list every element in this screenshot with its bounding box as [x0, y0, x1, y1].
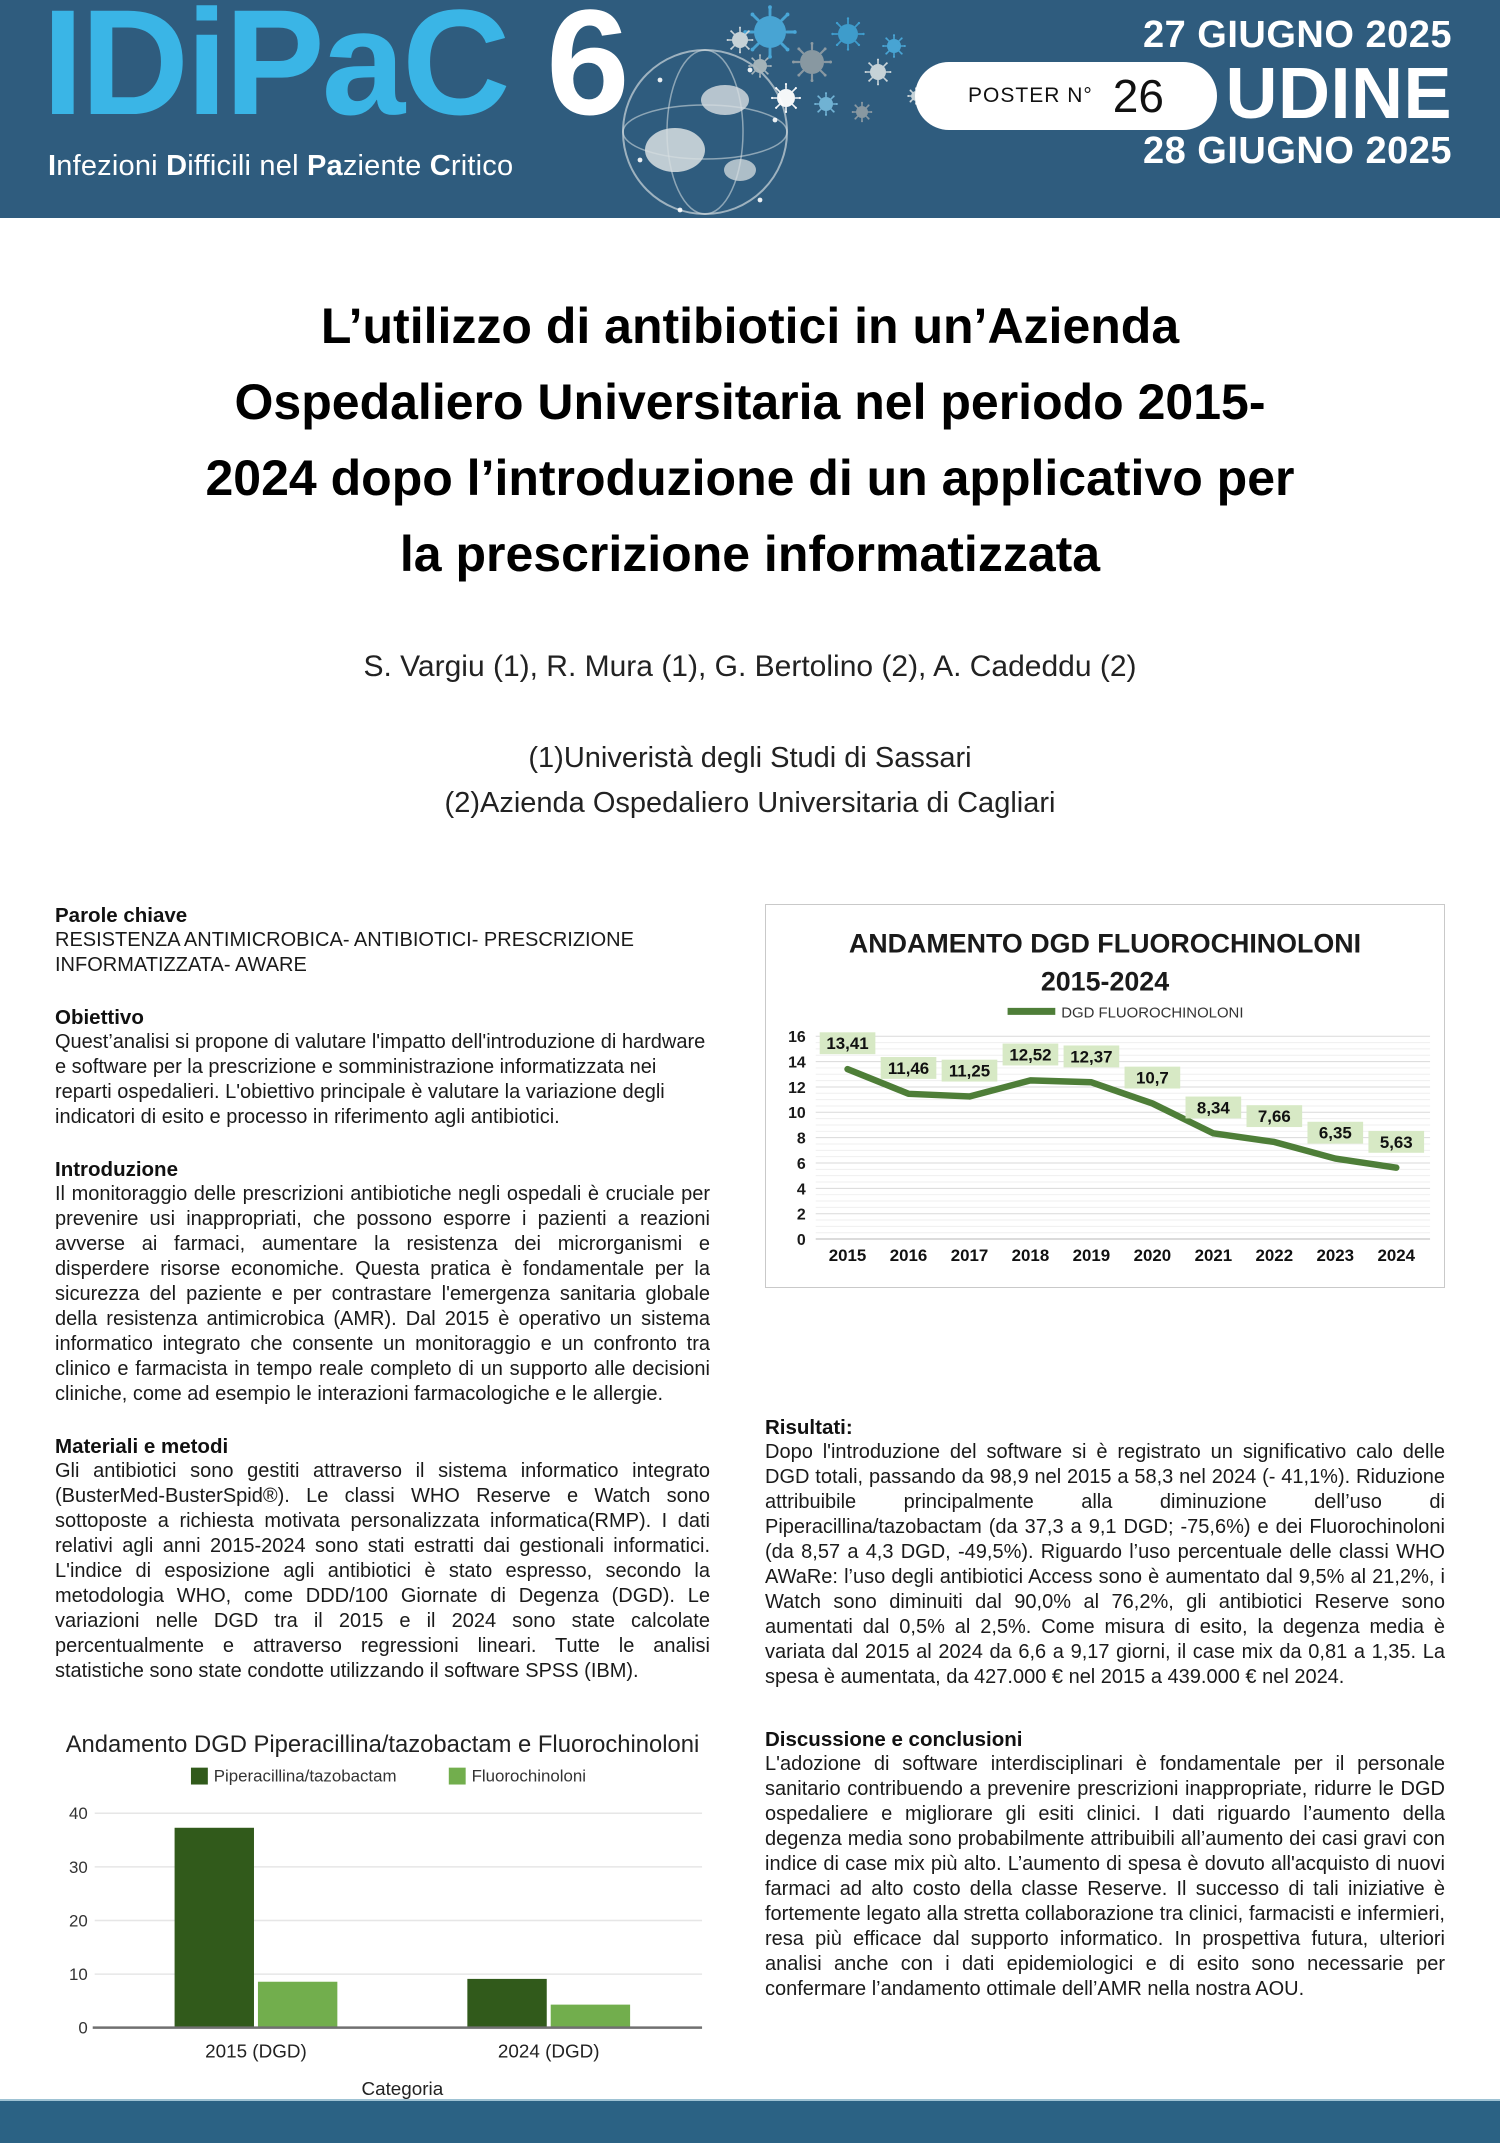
svg-text:2024: 2024 [1377, 1245, 1416, 1265]
svg-text:2019: 2019 [1072, 1245, 1111, 1265]
introduzione-heading: Introduzione [55, 1158, 178, 1181]
svg-text:40: 40 [68, 1804, 88, 1824]
svg-text:Piperacillina/tazobactam: Piperacillina/tazobactam [213, 1766, 397, 1786]
svg-text:Categoria: Categoria [361, 2078, 444, 2100]
logo-number: 6 [546, 0, 627, 146]
svg-text:16: 16 [788, 1029, 806, 1047]
footer-bar [0, 2099, 1500, 2143]
svg-text:DGD FLUOROCHINOLONI: DGD FLUOROCHINOLONI [1061, 1005, 1244, 1022]
svg-text:8: 8 [796, 1130, 806, 1148]
svg-text:12,37: 12,37 [1070, 1047, 1113, 1067]
svg-text:10,7: 10,7 [1135, 1068, 1169, 1088]
pip-fluo-bar-chart-svg [55, 1722, 710, 2117]
svg-text:12: 12 [788, 1079, 806, 1097]
svg-text:7,66: 7,66 [1257, 1107, 1291, 1127]
svg-text:10: 10 [68, 1965, 88, 1985]
left-column [55, 904, 710, 2117]
materiali-heading: Materiali e metodi [55, 1435, 229, 1458]
right-column [765, 904, 1445, 2117]
poster-number-value: 26 [1112, 70, 1164, 122]
body-columns [55, 904, 1445, 2117]
svg-text:0: 0 [796, 1232, 806, 1250]
svg-text:8,34: 8,34 [1196, 1098, 1230, 1118]
parole-chiave-body: RESISTENZA ANTIMICROBICA- ANTIBIOTICI- PRESCRIZIONE INFORMATIZZATA- AWARE [55, 929, 634, 976]
fluoroquinolone-trend-chart [765, 904, 1445, 1288]
section-risultati [765, 1416, 1445, 1690]
poster-header [0, 0, 1500, 218]
section-discussione [765, 1728, 1445, 2002]
svg-text:4: 4 [796, 1181, 806, 1199]
svg-text:5,63: 5,63 [1379, 1132, 1413, 1152]
parole-chiave-heading: Parole chiave [55, 904, 188, 927]
poster-title: L’utilizzo di antibiotici in un’Azienda Ospedaliero Universitaria nel periodo 2015- 2024 dopo l’introduzione di un applicativo per la prescrizione informatizzata [205, 298, 1295, 582]
svg-text:2016: 2016 [889, 1245, 928, 1265]
introduzione-body: Il monitoraggio delle prescrizioni antibiotiche negli ospedali è cruciale per prevenire usi inappropriati, che possono esporre i pazienti a reazioni avverse ai farmaci, aumentare la resistenza dei microrganismi e disperdere risorse economiche. Questa pratica è fondamentale per la sicurezza del paziente e per contrastare l'emergenza sanitaria globale della resistenza antimicrobica (AMR). Dal 2015 è operativo un sistema informatico integrato che consente un monitoraggio e un confronto tra clinico e farmacista in tempo reale completo di un supporto alle decisioni cliniche, come ad esempio le interazioni farmacologiche e le allergie. [55, 1183, 710, 1405]
svg-text:2018: 2018 [1011, 1245, 1050, 1265]
materiali-body: Gli antibiotici sono gestiti attraverso il sistema informatico integrato (BusterMed-BusterSpid®). Le classi WHO Reserve e Watch sono sottoposte a richiesta motivata personalizzata informatica(RMP). I dati relativi agli anni 2015-2024 sono stati estratti dai gestionali informatici. L'indice di esposizione agli antibiotici è stato espresso, secondo la metodologia WHO, come DDD/100 Giornate di Degenza (DGD). Le variazioni nelle DGD tra il 2015 e il 2024 sono state calcolate percentualmente e attraverso regressioni lineari. Tutte le analisi statistiche sono state condotte utilizzando il software SPSS (IBM). [55, 1460, 710, 1682]
obiettivo-heading: Obiettivo [55, 1006, 144, 1029]
svg-text:14: 14 [788, 1054, 806, 1072]
svg-text:6,35: 6,35 [1318, 1123, 1352, 1143]
date-bottom: 28 GIUGNO 2025 [1142, 130, 1452, 172]
svg-text:6: 6 [796, 1155, 806, 1173]
obiettivo-body: Quest’analisi si propone di valutare l'impatto dell'introduzione di hardware e software per la prescrizione e somministrazione informatizzata nei reparti ospedalieri. L'obiettivo principale è valutare la variazione degli indicatori di esito e processo in riferimento agli antibiotici. [55, 1031, 706, 1128]
svg-text:2023: 2023 [1316, 1245, 1355, 1265]
risultati-body: Dopo l'introduzione del software si è registrato un significativo calo delle DGD totali, passando da 98,9 nel 2015 a 58,3 nel 2024 (- 41,1%). Riduzione attribuibile principalmente alla diminuzione dell’uso di Piperacillina/tazobactam (da 37,3 a 9,1 DGD; -75,6%) e dei Fluorochinoloni (da 8,57 a 4,3 DGD, -49,5%). Riguardo l’uso percentuale delle classi WHO AWaRe: l’uso degli antibiotici Access sono è aumentato dal 9,5% al 21,2%, i Watch sono diminuiti dal 90,0% al 76,2%, gli antibiotici Reserve sono aumentati dal 0,5% al 2,5%. Come misura di esito, la degenza media è variata dal 2015 al 2024 da 6,6 a 9,17 giorni, il case mix da 0,81 a 1,35. La spesa è aumentata, da 427.000 € nel 2015 a 439.000 € nel 2024. [765, 1440, 1445, 1688]
svg-text:0: 0 [78, 2018, 88, 2038]
svg-text:30: 30 [68, 1857, 88, 1877]
discussione-body: L'adozione di software interdisciplinari è fondamentale per il personale sanitario contribuendo a prevenire prescrizioni inappropriate, ridurre le DGD ospedaliere e migliorare gli esiti clinici. I dati riguardo l’aumento della degenza media sono probabilmente attribuibili all’aumento dei casi gravi con indice di case mix più alto. L’aumento di spesa è dovuto all'acquisto di nuovi farmaci ad alto costo della classe Reserve. Il successo di tali iniziative è fortemente legato alla stretta collaborazione tra clinici, farmacisti e infermieri, resa più efficace dal supporto informatico. In prospettiva futura, ulteriori analisi anche con i dati epidemiologici e di esito sono necessarie per confermare l’andamento ottimale dell’AMR nella nostra AOU. [765, 1752, 1445, 2000]
fluoroquinolone-trend-chart-svg [768, 911, 1442, 1281]
affiliations: (1)Univeristà degli Studi di Sassari (2)Azienda Ospedaliero Universitaria di Cagliari [444, 742, 1056, 819]
section-parole-chiave [55, 904, 710, 978]
svg-text:13,41: 13,41 [826, 1034, 869, 1054]
svg-text:10: 10 [788, 1105, 806, 1123]
svg-text:Andamento DGD Piperacillina/ta: Andamento DGD Piperacillina/tazobactam e Fluorochinoloni [65, 1730, 700, 1758]
date-top: 27 GIUGNO 2025 [1142, 14, 1452, 56]
svg-text:2015-2024: 2015-2024 [1040, 966, 1170, 997]
conference-city: UDINE [1225, 54, 1452, 134]
svg-text:ANDAMENTO DGD FLUOROCHINOLONI: ANDAMENTO DGD FLUOROCHINOLONI [848, 928, 1362, 959]
svg-text:2021: 2021 [1194, 1245, 1233, 1265]
section-materiali [55, 1435, 710, 1684]
svg-text:2: 2 [796, 1206, 806, 1224]
svg-text:2015 (DGD): 2015 (DGD) [205, 2040, 307, 2062]
pip-fluo-bar-chart [55, 1722, 710, 2117]
svg-text:11,46: 11,46 [887, 1058, 930, 1078]
svg-text:2015: 2015 [828, 1245, 867, 1265]
svg-text:2022: 2022 [1255, 1245, 1294, 1265]
poster-number-label: POSTER N° [968, 84, 1093, 107]
authors-line: S. Vargiu (1), R. Mura (1), G. Bertolino (2), A. Cadeddu (2) [363, 650, 1137, 683]
conference-logo [42, 0, 627, 145]
svg-text:Fluorochinoloni: Fluorochinoloni [471, 1766, 586, 1786]
discussione-heading: Discussione e conclusioni [765, 1727, 1023, 1751]
globe-virus-graphic [620, 0, 960, 218]
section-introduzione [55, 1158, 710, 1407]
risultati-heading: Risultati: [765, 1415, 853, 1439]
svg-text:12,52: 12,52 [1009, 1045, 1052, 1065]
svg-text:2020: 2020 [1133, 1245, 1172, 1265]
conference-tagline: Infezioni Difficili nel Paziente Critico [48, 150, 514, 182]
svg-text:2024 (DGD): 2024 (DGD) [497, 2040, 600, 2062]
section-obiettivo [55, 1006, 710, 1130]
svg-text:11,25: 11,25 [948, 1061, 991, 1081]
logo-text: IDiPaC [42, 0, 508, 146]
svg-text:2017: 2017 [950, 1245, 989, 1265]
svg-text:20: 20 [68, 1911, 88, 1931]
conference-dates [1143, 16, 1452, 170]
